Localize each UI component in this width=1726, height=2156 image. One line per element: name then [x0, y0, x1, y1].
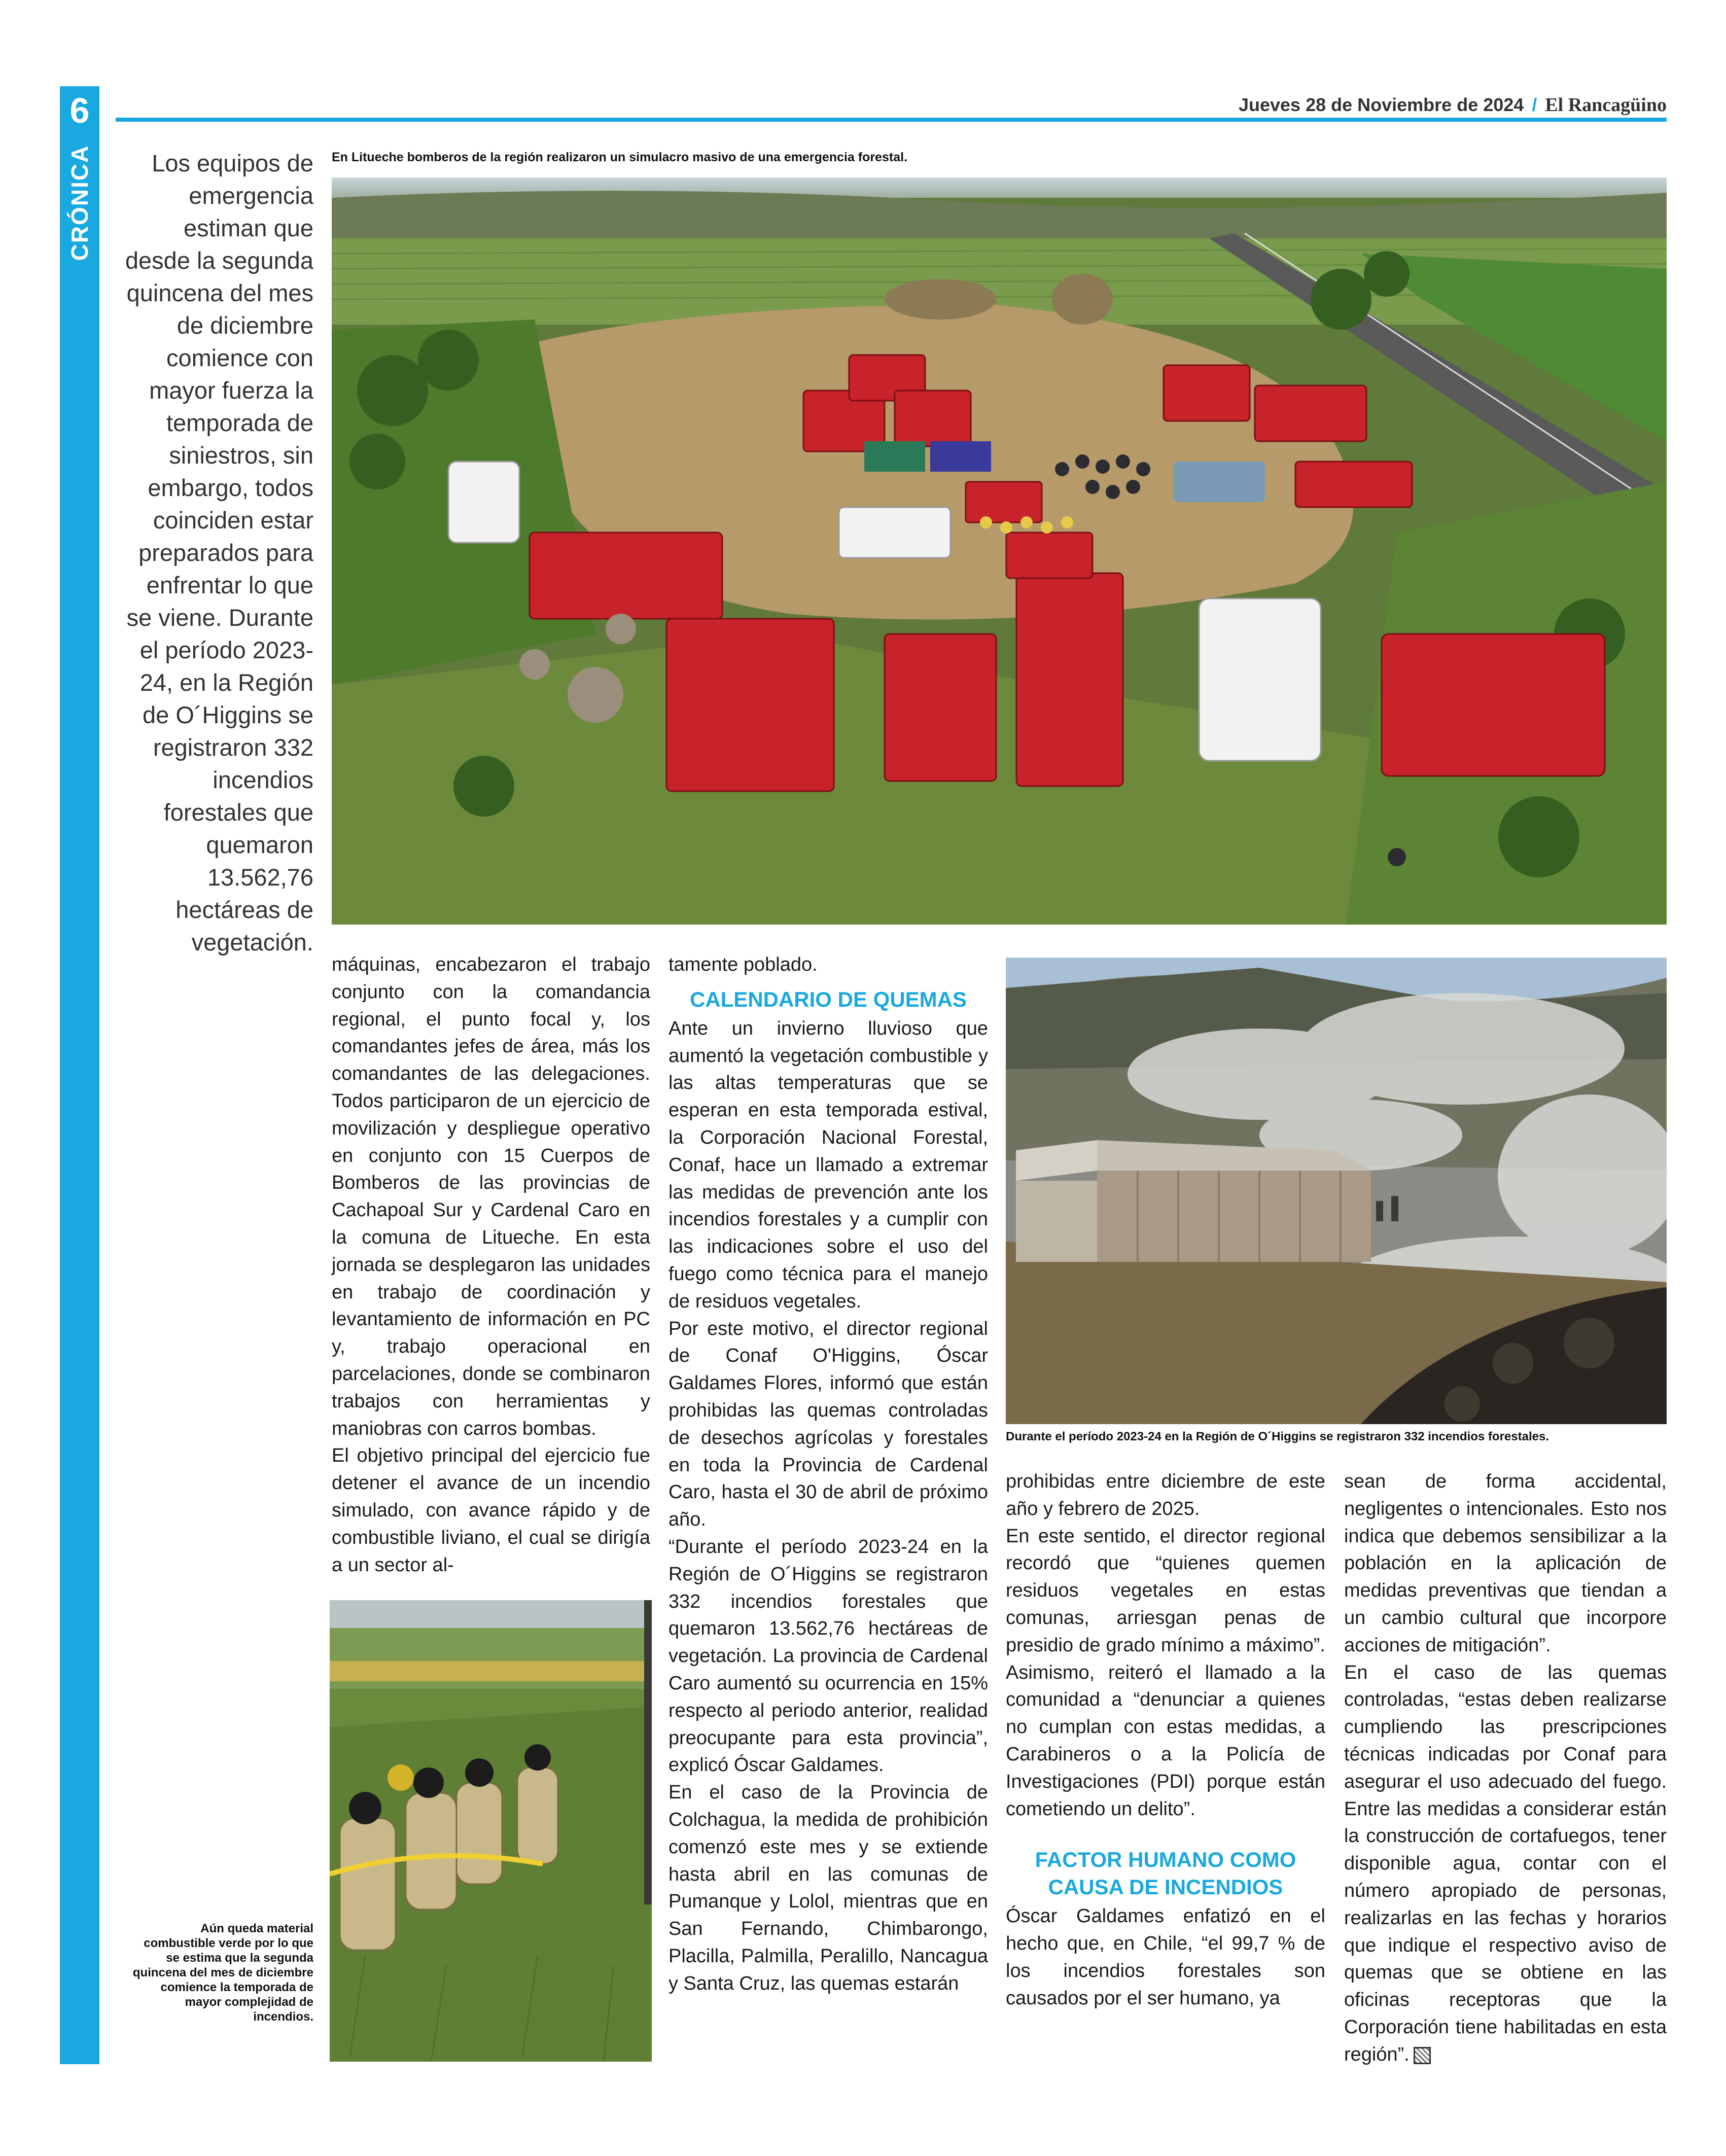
- article-paragraph: Óscar Galdames enfatizó en el hecho que, en Chile, “el 99,7 % de los incendios forestales son causados por el ser humano, ya: [1006, 1905, 1325, 2009]
- article-column-4: [1344, 1468, 1667, 2069]
- newspaper-name: El Rancagüino: [1545, 94, 1667, 116]
- pull-quote: Los equipos de emergencia estiman que desde la segunda quincena del mes de diciembre comience con mayor fuerza la temporada de siniestros, sin embargo, todos coinciden estar preparados para enfrentar lo que se viene. Durante el período 2023-24, en la Región de O´Higgins se registraron 332 incendios forestales que quemaron 13.562,76 hectáreas de vegetación.: [125, 150, 313, 956]
- article-paragraph: “Durante el período 2023-24 en la Región de O´Higgins se registraron 332 incendios forestales que quemaron 13.562,76 hectáreas de vegetación. La provincia de Cardenal Caro aumentó su ocurrencia en 15% respecto al periodo anterior, realidad preocupante para esta provincia”, explicó Óscar Galdames.: [668, 1536, 988, 1776]
- header-rule: [116, 118, 1667, 122]
- article-paragraph: Ante un invierno lluvioso que aumentó la vegetación combustible y las altas temperaturas que se esperan en esta temporada estival, la Corporación Nacional Forestal, Conaf, hace un llamado a extremar las medidas de prevención ante los incendios forestales y a cumplir con las indicaciones sobre el uso del fuego como técnica para el manejo de residuos vegetales.: [668, 1017, 988, 1312]
- article-paragraph: En el caso de la Provincia de Colchagua, la medida de prohibición comenzó este mes y se extiende hasta abril en las comunas de Pumanque y Lolol, mientras que en San Fernando, Chimbarongo, Placilla, Palmilla, Peralillo, Nancagua y Santa Cruz, las quemas estarán: [668, 1782, 988, 1994]
- firefighters-hose-photo: [330, 1600, 652, 2062]
- subheading-calendario: CALENDARIO DE QUEMAS: [689, 987, 967, 1011]
- article-paragraph-text: En el caso de las quemas controladas, “estas deben realizarse cumpliendo las prescripciones técnicas indicadas por Conaf para asegurar el uso adecuado del fuego. Entre las medidas a considerar están la construcción de cortafuegos, tener disponible agua, contar con el número apropiado de personas, realizarlas en las fechas y horarios que indique el respectivo aviso de quemas que se obtiene en las oficinas receptoras que la Corporación tiene habilitadas en esta región”.: [1344, 1662, 1667, 2065]
- section-label: [60, 137, 99, 269]
- article-column-2: [668, 951, 988, 1997]
- section-label-text: CRÓNICA: [66, 145, 93, 261]
- article-column-3: [1006, 1468, 1325, 2012]
- article-paragraph: En este sentido, el director regional recordó que “quienes quemen residuos vegetales en estas comunas, arriesgan penas de presidio de grado mínimo a máximo”. Asimismo, reiteró el llamado a la comunidad a “denunciar a quienes no cumplan con estas medidas, a Carabineros o a la Policía de Investigaciones (PDI) porque están cometiendo un delito”.: [1006, 1525, 1325, 1820]
- article-paragraph: máquinas, encabezaron el trabajo conjunto con la comandancia regional, el punto focal y, los comandantes jefes de área, más los comandantes de las delegaciones. Todos participaron de un ejercicio de movilización y despliegue operativo en conjunto con 15 Cuerpos de Bomberos de las provincias de Cachapoal Sur y Cardenal Caro en la comuna de Litueche. En esta jornada se desplegaron las unidades en trabajo de coordinación y levantamiento de información en PC y, trabajo operacional en parcelaciones, donde se combinaron trabajos con herramientas y maniobras con carros bombas.: [332, 954, 650, 1439]
- middle-photo-caption: Durante el período 2023-24 en la Región de O´Higgins se registraron 332 incendios forestales.: [1006, 1430, 1549, 1443]
- section-sideband: [60, 86, 99, 2064]
- article-paragraph: prohibidas entre diciembre de este año y febrero de 2025.: [1006, 1471, 1325, 1519]
- forest-fire-smoke-photo: [1006, 958, 1667, 1424]
- article-paragraph: tamente poblado.: [668, 954, 818, 975]
- header-dateline: [1239, 94, 1667, 116]
- article-paragraph: sean de forma accidental, negligentes o intencionales. Esto nos indica que debemos sensibilizar a la población en la aplicación de medidas preventivas que tiendan a un cambio cultural que incorpore acciones de mitigación”.: [1344, 1471, 1667, 1656]
- header-separator: /: [1532, 94, 1537, 115]
- article-column-1: [332, 951, 650, 1579]
- aerial-fire-trucks-photo: [332, 178, 1667, 925]
- issue-date: Jueves 28 de Noviembre de 2024: [1238, 94, 1524, 115]
- page-number: 6: [69, 91, 90, 130]
- article-paragraph: Por este motivo, el director regional de Conaf O'Higgins, Óscar Galdames Flores, informó que están prohibidas las quemas controladas de desechos agrícolas y forestales en toda la Provincia de Cardenal Caro, hasta el 30 de abril de próximo año.: [668, 1318, 988, 1531]
- article-paragraph: El objetivo principal del ejercicio fue detener el avance de un incendio simulado, con avance rápido y de combustible liviano, el cual se dirigía a un sector al-: [332, 1445, 650, 1576]
- end-of-article-icon: [1414, 2047, 1431, 2064]
- top-photo-caption: En Litueche bomberos de la región realizaron un simulacro masivo de una emergencia forestal.: [332, 150, 908, 164]
- bottom-photo-caption: Aún queda material combustible verde por lo que se estima que la segunda quincena del mes de diciembre comience la temporada de mayor complejidad de incendios.: [132, 1922, 313, 2024]
- subheading-factor-humano: FACTOR HUMANO COMO CAUSA DE INCENDIOS: [1035, 1848, 1296, 1899]
- article-paragraph: [1344, 1659, 1667, 2069]
